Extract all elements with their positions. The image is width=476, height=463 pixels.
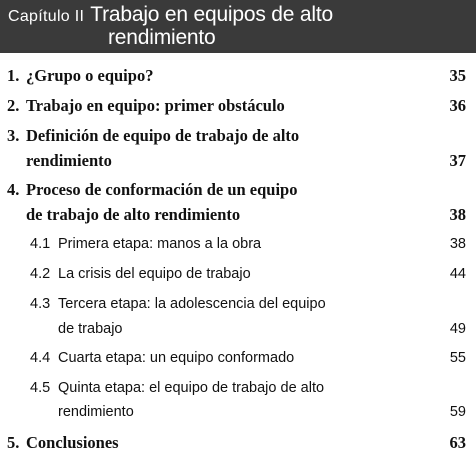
toc-title-cont: de trabajo [58, 321, 123, 337]
toc-number: 4.3 [30, 296, 51, 312]
toc-page: 44 [449, 266, 466, 282]
toc-title-cont: de trabajo de alto rendimiento [26, 205, 241, 224]
toc-number: 5. [7, 433, 20, 452]
chapter-title-line-2: rendimiento [108, 26, 216, 49]
toc-page: 37 [449, 151, 466, 170]
toc-number: 1. [7, 66, 20, 85]
toc-number: 2. [7, 96, 20, 115]
toc-title: Quinta etapa: el equipo de trabajo de alto [58, 380, 325, 396]
chapter-header [0, 0, 476, 53]
toc-title: Proceso de conformación de un equipo [26, 180, 298, 199]
toc-page: 59 [449, 404, 466, 420]
toc-page: 38 [449, 205, 466, 224]
toc-page: 49 [449, 321, 466, 337]
toc-title: La crisis del equipo de trabajo [58, 266, 251, 282]
chapter-title-line-1 [8, 3, 333, 27]
toc-number: 4.5 [30, 380, 51, 396]
toc-page: 38 [449, 236, 466, 252]
toc-page: 35 [449, 66, 466, 85]
toc-number: 4.4 [30, 350, 51, 366]
toc-title-cont: rendimiento [58, 404, 134, 420]
toc-number: 4.2 [30, 266, 51, 282]
toc-title-cont: rendimiento [26, 151, 112, 170]
toc-page: 36 [449, 96, 466, 115]
toc-title: Tercera etapa: la adolescencia del equipo [58, 296, 326, 312]
toc-title: Primera etapa: manos a la obra [58, 236, 262, 252]
toc-number: 4.1 [30, 236, 51, 252]
toc-number: 3. [7, 126, 20, 145]
toc-number: 4. [7, 180, 20, 199]
toc-title: ¿Grupo o equipo? [26, 66, 154, 85]
toc-page: 63 [449, 433, 466, 452]
chapter-title: Trabajo en equipos de alto [90, 3, 333, 26]
chapter-label: Capítulo II [8, 8, 85, 25]
toc-title: Conclusiones [26, 433, 119, 452]
toc-title: Definición de equipo de trabajo de alto [26, 126, 300, 145]
toc-title: Cuarta etapa: un equipo conformado [58, 350, 295, 366]
toc-page: 55 [449, 350, 466, 366]
toc-title: Trabajo en equipo: primer obstáculo [26, 96, 285, 115]
